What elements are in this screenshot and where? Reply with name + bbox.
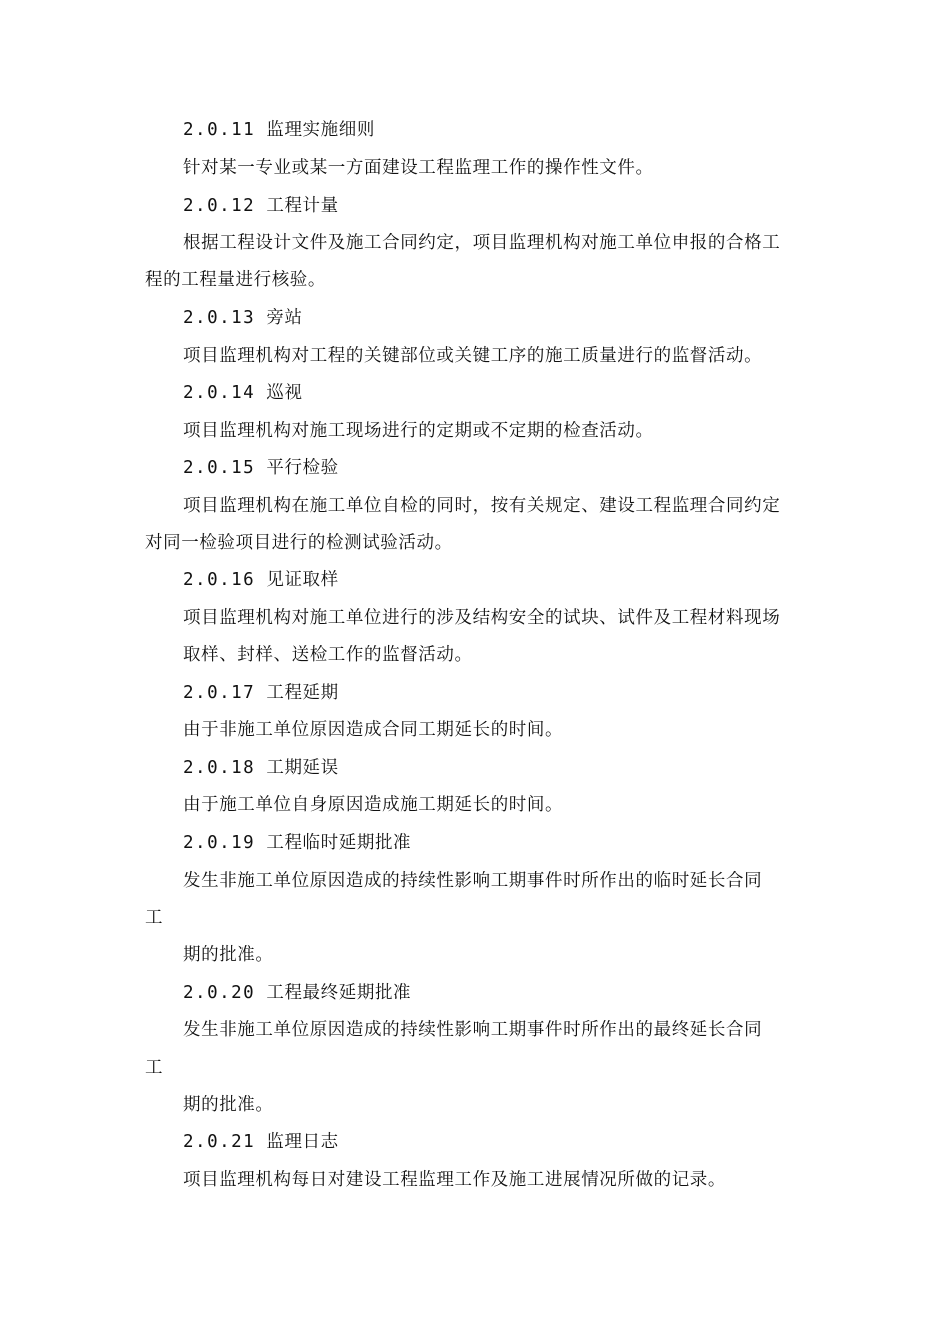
term-definition: 根据工程设计文件及施工合同约定，项目监理机构对施工单位申报的合格工 <box>183 233 781 253</box>
term-heading: 2.0.12 工程计量 <box>183 196 339 216</box>
term-heading: 2.0.21 监理日志 <box>183 1132 339 1152</box>
term-definition-continued: 程的工程量进行核验。 <box>145 270 326 290</box>
term-definition-continued: 工 <box>145 908 164 928</box>
term-definition-continued: 期的批准。 <box>183 945 274 965</box>
term-definition: 由于非施工单位原因造成合同工期延长的时间。 <box>183 720 564 740</box>
term-definition-continued: 工 <box>145 1058 164 1078</box>
term-heading: 2.0.19 工程临时延期批准 <box>183 833 412 853</box>
term-heading: 2.0.11 监理实施细则 <box>183 120 375 140</box>
term-heading: 2.0.16 见证取样 <box>183 570 339 590</box>
term-heading: 2.0.17 工程延期 <box>183 683 339 703</box>
term-definition-continued: 取样、封样、送检工作的监督活动。 <box>183 645 473 665</box>
term-definition-continued: 对同一检验项目进行的检测试验活动。 <box>145 533 453 553</box>
term-definition-continued: 期的批准。 <box>183 1095 274 1115</box>
term-definition: 发生非施工单位原因造成的持续性影响工期事件时所作出的最终延长合同 <box>183 1020 763 1040</box>
term-definition: 项目监理机构对施工现场进行的定期或不定期的检查活动。 <box>183 421 654 441</box>
term-definition: 针对某一专业或某一方面建设工程监理工作的操作性文件。 <box>183 158 654 178</box>
term-definition: 由于施工单位自身原因造成施工期延长的时间。 <box>183 795 564 815</box>
term-heading: 2.0.14 巡视 <box>183 383 303 403</box>
term-definition: 项目监理机构对工程的关键部位或关键工序的施工质量进行的监督活动。 <box>183 346 763 366</box>
term-definition: 发生非施工单位原因造成的持续性影响工期事件时所作出的临时延长合同 <box>183 871 763 891</box>
term-definition: 项目监理机构每日对建设工程监理工作及施工进展情况所做的记录。 <box>183 1170 726 1190</box>
term-heading: 2.0.13 旁站 <box>183 308 303 328</box>
term-definition: 项目监理机构对施工单位进行的涉及结构安全的试块、试件及工程材料现场 <box>183 608 781 628</box>
term-heading: 2.0.20 工程最终延期批准 <box>183 983 412 1003</box>
term-heading: 2.0.15 平行检验 <box>183 458 339 478</box>
term-definition: 项目监理机构在施工单位自检的同时，按有关规定、建设工程监理合同约定 <box>183 496 781 516</box>
term-heading: 2.0.18 工期延误 <box>183 758 339 778</box>
